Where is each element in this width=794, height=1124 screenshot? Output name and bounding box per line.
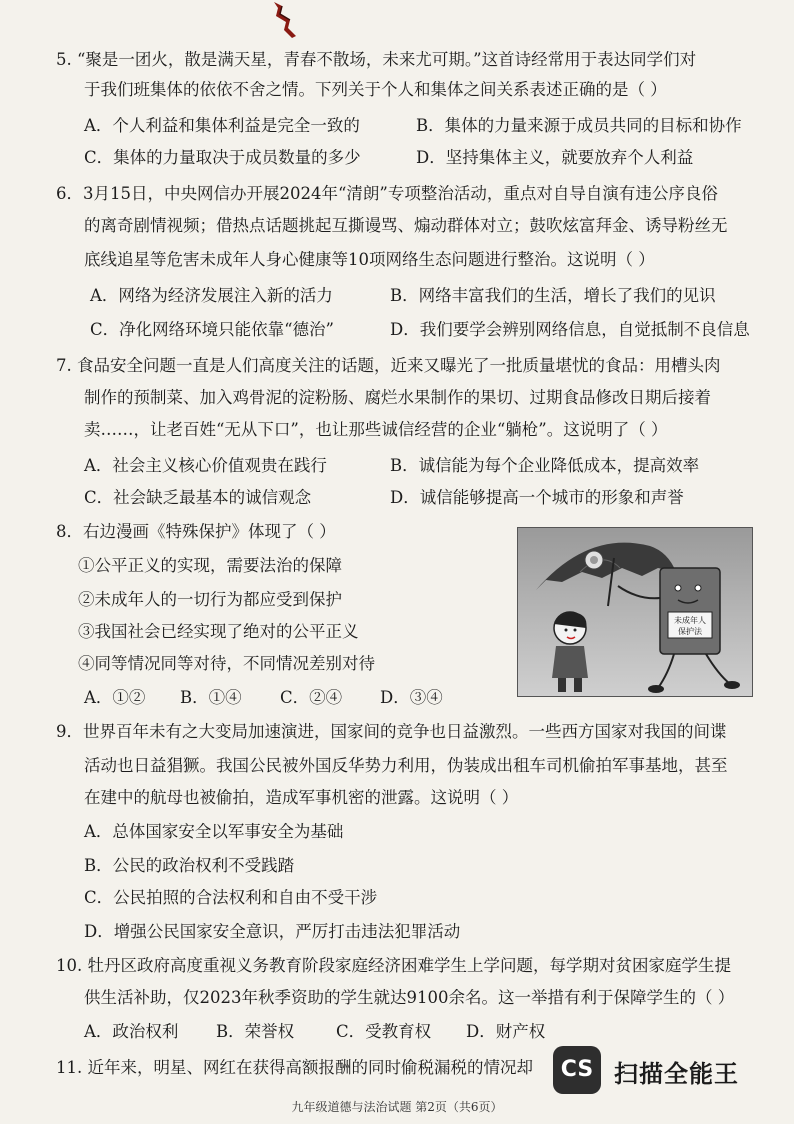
option-d: D．坚持集体主义，就要放弃个人利益: [416, 148, 694, 167]
statement-3: ③我国社会已经实现了绝对的公平正义: [78, 622, 359, 641]
statement-2: ②未成年人的一切行为都应受到保护: [78, 590, 342, 609]
statement-1: ①公平正义的实现，需要法治的保障: [78, 556, 342, 575]
option-c: C．净化网络环境只能依靠“德治”: [90, 320, 334, 339]
option-b: B．荣誉权: [216, 1022, 295, 1041]
option-c: C．受教育权: [336, 1022, 432, 1041]
question-stem-line: 的离奇剧情视频；借热点话题挑起互撕谩骂、煽动群体对立；鼓吹炫富拜金、诱导粉丝无: [84, 216, 728, 235]
question-stem-line: 在建中的航母也被偷拍，造成军事机密的泄露。这说明（ ）: [84, 788, 519, 807]
camscanner-logo: CS: [553, 1046, 601, 1094]
page-footer: 九年级道德与法治试题 第2页（共6页）: [291, 1100, 503, 1114]
option-b: B．网络丰富我们的生活，增长了我们的见识: [390, 286, 716, 305]
question-stem-line: 10. 牡丹区政府高度重视义务教育阶段家庭经济困难学生上学问题，每学期对贫困家庭学生提: [56, 956, 731, 975]
question-stem-line: 9．世界百年未有之大变局加速演进，国家间的竞争也日益激烈。一些西方国家对我国的间谍: [56, 722, 727, 741]
option-b: B．①④: [180, 688, 242, 707]
option-b: B．集体的力量来源于成员共同的目标和协作: [416, 116, 742, 135]
option-a: A．个人利益和集体利益是完全一致的: [84, 116, 360, 135]
option-d: D．诚信能够提高一个城市的形象和声誉: [390, 488, 684, 507]
option-c: C．社会缺乏最基本的诚信观念: [84, 488, 312, 507]
question-stem-line: 8．右边漫画《特殊保护》体现了（ ）: [56, 522, 336, 541]
question-stem-line: 供生活补助，仅2023年秋季资助的学生就达9100余名。这一举措有利于保障学生的（ ）: [84, 988, 735, 1007]
option-c: C．②④: [280, 688, 343, 707]
question-stem-line: 卖……，让老百姓“无从下口”，也让那些诚信经营的企业“躺枪”。这说明了（ ）: [84, 420, 668, 439]
option-a: A．①②: [84, 688, 146, 707]
question-stem-line: 活动也日益猖獗。我国公民被外国反华势力利用，伪装成出租车司机偷拍军事基地，甚至: [84, 756, 728, 775]
question-stem-line: 于我们班集体的依依不舍之情。下列关于个人和集体之间关系表述正确的是（ ）: [84, 80, 667, 99]
book-label-line2: 保护法: [678, 627, 702, 636]
question-stem-line: 11. 近年来，明星、网红在获得高额报酬的同时偷税漏税的情况却: [56, 1058, 533, 1077]
question-stem-line: 5. “聚是一团火，散是满天星，青春不散场，未来尤可期。”这首诗经常用于表达同学们对: [56, 50, 697, 69]
book-label-line1: 未成年人: [674, 616, 706, 625]
option-a: A．社会主义核心价值观贵在践行: [84, 456, 327, 475]
option-c: C．集体的力量取决于成员数量的多少: [84, 148, 361, 167]
option-b: B．诚信能为每个企业降低成本，提高效率: [390, 456, 700, 475]
paper-tear-mark: [268, 0, 306, 40]
question-stem-line: 6．3月15日，中央网信办开展2024年“清朗”专项整治活动，重点对自导自演有违公序良俗: [56, 184, 718, 203]
question-stem-line: 制作的预制菜、加入鸡骨泥的淀粉肠、腐烂水果制作的果切、过期食品修改日期后接着: [84, 388, 711, 407]
option-d: D．财产权: [466, 1022, 546, 1041]
option-c: C．公民拍照的合法权利和自由不受干涉: [84, 888, 378, 907]
option-d: D．我们要学会辨别网络信息，自觉抵制不良信息: [390, 320, 750, 339]
option-a: A．网络为经济发展注入新的活力: [90, 286, 333, 305]
camscanner-watermark-text: 扫描全能王: [614, 1060, 739, 1088]
option-a: A．总体国家安全以军事安全为基础: [84, 822, 344, 841]
option-a: A．政治权利: [84, 1022, 179, 1041]
question-stem-line: 7. 食品安全问题一直是人们高度关注的话题，近来又曝光了一批质量堪忧的食品：用槽头肉: [56, 356, 721, 375]
question-stem-line: 底线追星等危害未成年人身心健康等10项网络生态问题进行整治。这说明（ ）: [84, 250, 655, 269]
cartoon-special-protection: [517, 527, 753, 697]
option-d: D．③④: [380, 688, 443, 707]
option-b: B．公民的政治权利不受践踏: [84, 856, 295, 875]
cartoon-illustration: [518, 528, 752, 696]
statement-4: ④同等情况同等对待，不同情况差别对待: [78, 654, 375, 673]
option-d: D．增强公民国家安全意识，严厉打击违法犯罪活动: [84, 922, 461, 941]
